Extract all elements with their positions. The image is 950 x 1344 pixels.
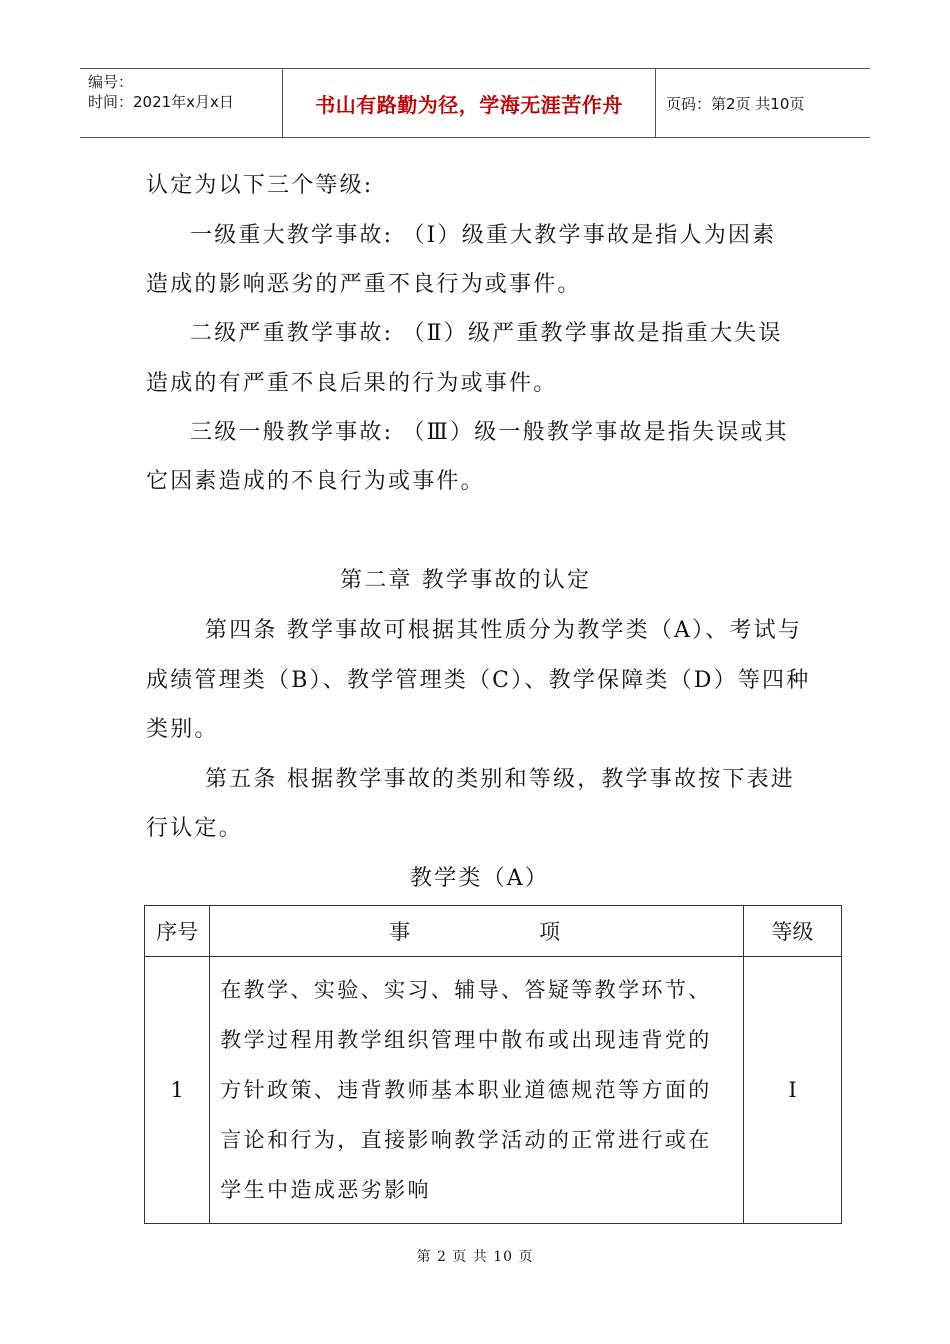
row-level: Ⅰ bbox=[744, 957, 842, 1224]
header-motto bbox=[282, 69, 656, 137]
table-title: 教学类（A） bbox=[410, 866, 550, 891]
header-meta bbox=[80, 69, 282, 137]
article4-line3: 类别。 bbox=[146, 717, 219, 742]
paragraph-level3-line2: 它因素造成的不良行为或事件。 bbox=[146, 469, 485, 494]
paragraph-level1-line2: 造成的影响恶劣的严重不良行为或事件。 bbox=[146, 272, 582, 297]
article5-line1: 第五条 根据教学事故的类别和等级，教学事故按下表进 bbox=[205, 767, 795, 792]
row-index: 1 bbox=[145, 957, 210, 1224]
time-label: 时间：2021年x月x日 bbox=[88, 93, 234, 111]
header-level: 等级 bbox=[744, 906, 842, 957]
article5-line2: 行认定。 bbox=[146, 816, 243, 841]
header-page-info bbox=[654, 69, 870, 137]
header-item: 事 项 bbox=[210, 906, 744, 957]
row-content: 在教学、实验、实习、辅导、答疑等教学环节、教学过程用教学组织管理中散布或出现违背党的方针政策、违背教师基本职业道德规范等方面的言论和行为，直接影响教学活动的正常进行或在学生中造成恶劣影响 bbox=[210, 957, 744, 1224]
paragraph-level1-line1: 一级重大教学事故: （Ⅰ）级重大教学事故是指人为因素 bbox=[190, 223, 777, 248]
paragraph-level2-line2: 造成的有严重不良后果的行为或事件。 bbox=[146, 371, 558, 396]
page-footer: 第 2 页 共 10 页 bbox=[416, 1249, 534, 1265]
table-row bbox=[145, 957, 842, 1224]
article4-line2: 成绩管理类（B）、教学管理类（C）、教学保障类（D）等四种 bbox=[146, 668, 811, 693]
paragraph-level2-line1: 二级严重教学事故: （Ⅱ）级严重教学事故是指重大失误 bbox=[190, 321, 783, 346]
chapter-heading: 第二章 教学事故的认定 bbox=[340, 568, 592, 593]
page-info-text: 页码：第2页 共10页 bbox=[666, 94, 805, 113]
number-label: 编号： bbox=[88, 73, 134, 91]
table-header-row bbox=[145, 906, 842, 957]
incident-table bbox=[144, 905, 842, 1224]
motto-text: 书山有路勤为径，学海无涯苦作舟 bbox=[315, 92, 623, 117]
paragraph-level3-line1: 三级一般教学事故: （Ⅲ）级一般教学事故是指失误或其 bbox=[190, 420, 789, 445]
article4-line1: 第四条 教学事故可根据其性质分为教学类（A）、考试与 bbox=[205, 618, 803, 643]
document-header bbox=[80, 68, 870, 138]
header-index: 序号 bbox=[145, 906, 210, 957]
paragraph-intro: 认定为以下三个等级: bbox=[146, 173, 374, 198]
